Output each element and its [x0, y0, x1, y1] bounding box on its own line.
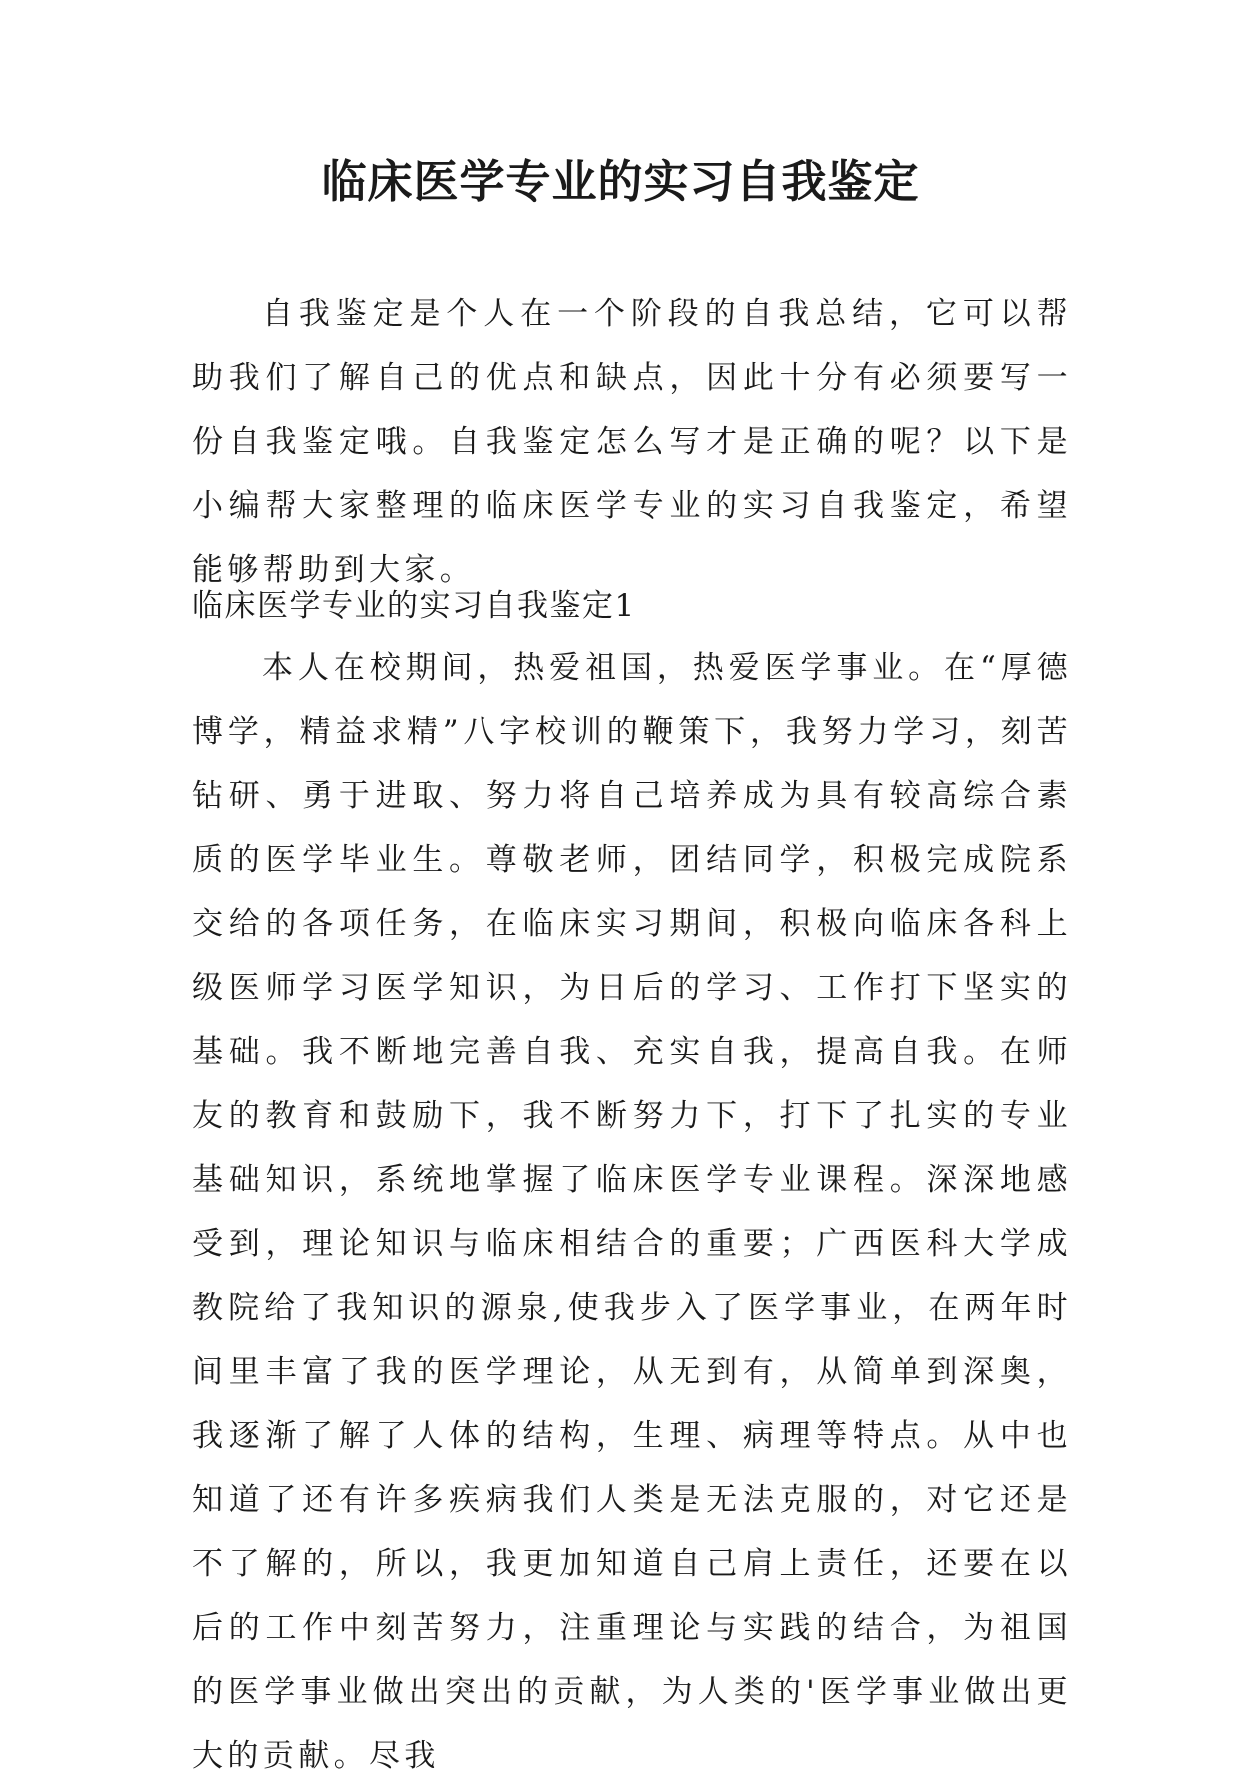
section-body-paragraph: 本人在校期间，热爱祖国，热爱医学事业。在“厚德博学，精益求精”八字校训的鞭策下，我努力学习，刻苦钻研、勇于进取、努力将自己培养成为具有较高综合素质的医学毕业生。尊敬老师，团结同学，积极完成院系交给的各项任务，在临床实习期间，积极向临床各科上级医师学习医学知识，为日后的学习、工作打下坚实的基础。我不断地完善自我、充实自我，提高自我。在师友的教育和鼓励下，我不断努力下，打下了扎实的专业基础知识，系统地掌握了临床医学专业课程。深深地感受到，理论知识与临床相结合的重要；广西医科大学成教院给了我知识的源泉,使我步入了医学事业，在两年时间里丰富了我的医学理论，从无到有，从简单到深奥，我逐渐了解了人体的结构，生理、病理等特点。从中也知道了还有许多疾病我们人类是无法克服的，对它还是不了解的，所以，我更加知道自己肩上责任，还要在以后的工作中刻苦努力，注重理论与实践的结合，为祖国的医学事业做出突出的贡献，为人类的'医学事业做出更大的贡献。尽我: [192, 650, 1072, 1774]
intro-paragraph: 自我鉴定是个人在一个阶段的自我总结，它可以帮助我们了解自己的优点和缺点，因此十分有必须要写一份自我鉴定哦。自我鉴定怎么写才是正确的呢？以下是小编帮大家整理的临床医学专业的实习自我鉴定，希望能够帮助到大家。: [192, 296, 1072, 588]
section-heading: 临床医学专业的实习自我鉴定1: [192, 588, 636, 624]
document-title: 临床医学专业的实习自我鉴定: [321, 155, 920, 208]
